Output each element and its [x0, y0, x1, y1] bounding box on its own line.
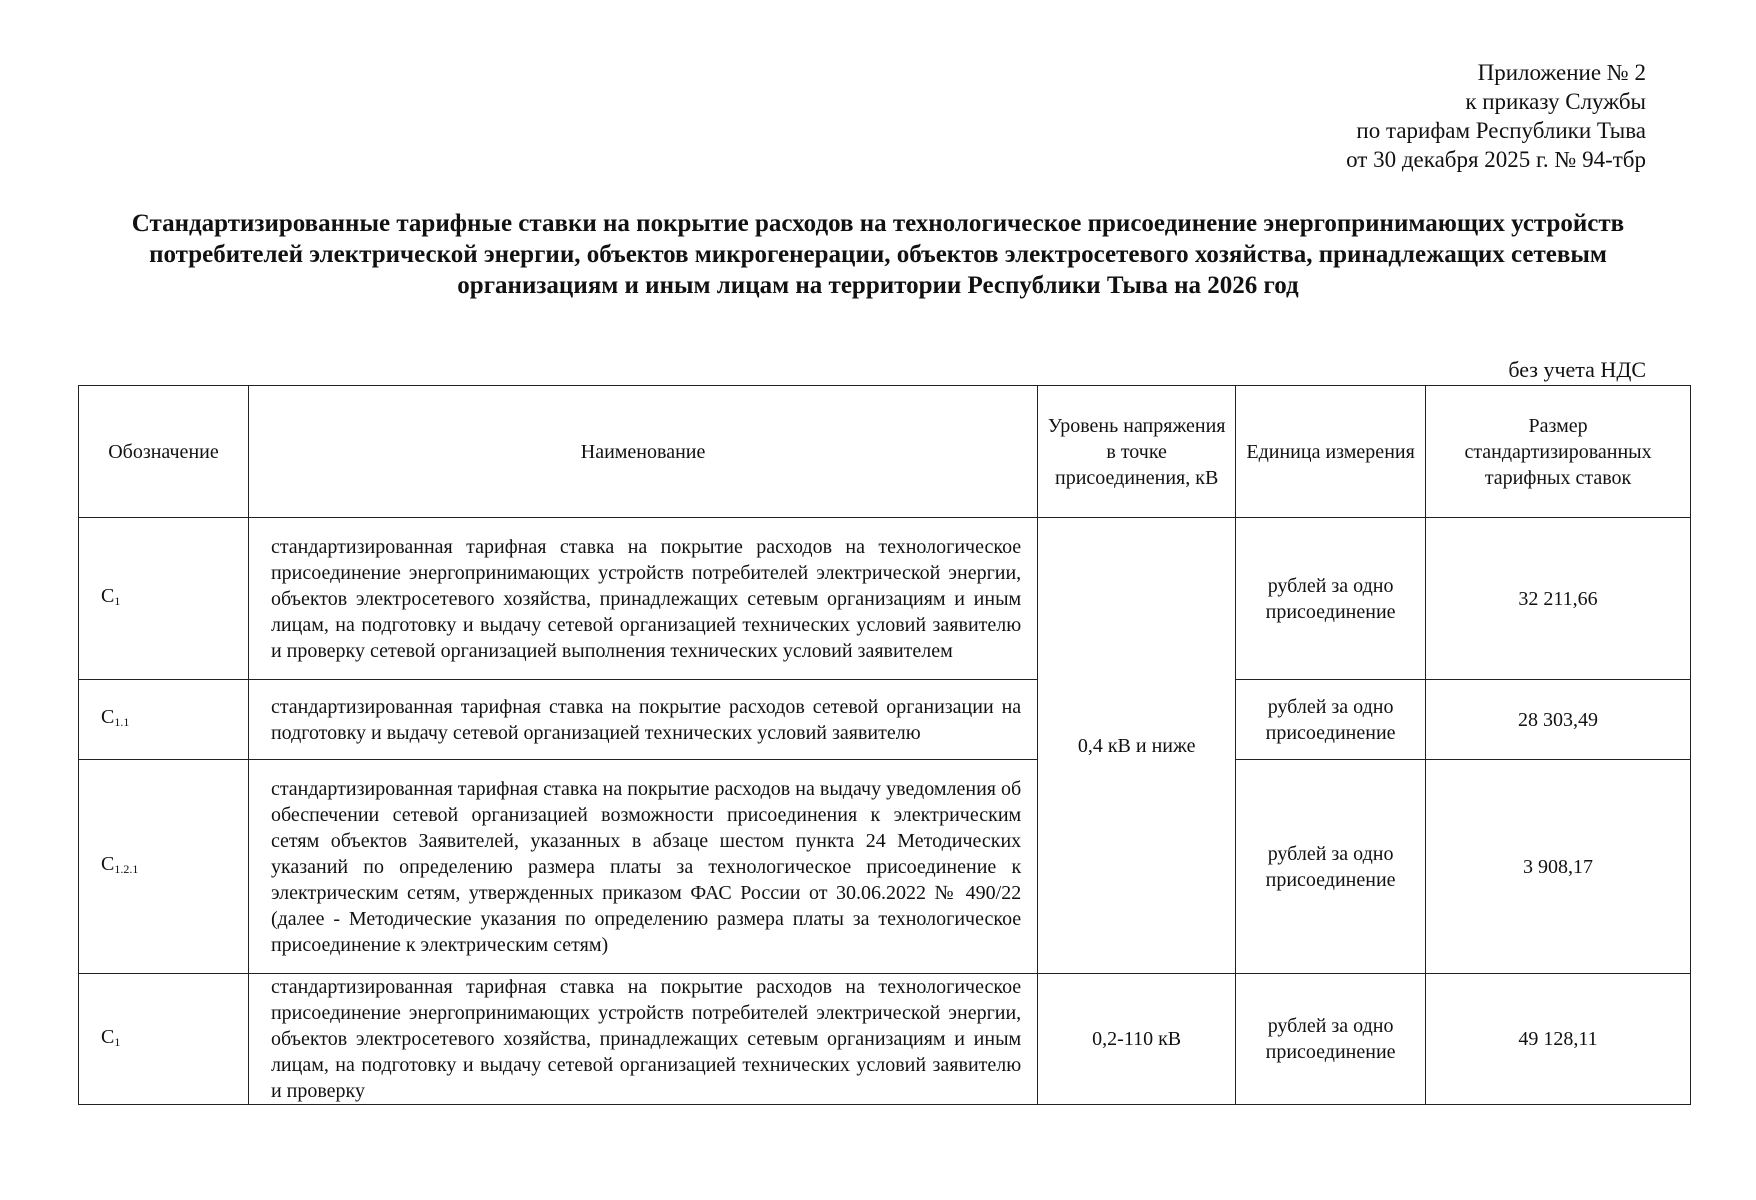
appendix-line-3: по тарифам Республики Тыва	[1356, 118, 1646, 143]
row-code	[79, 974, 249, 1105]
vat-note: без учета НДС	[1508, 357, 1646, 382]
code-subscript: 1.1	[114, 715, 130, 729]
tariff-rates-table	[78, 385, 1691, 1105]
code-subscript: 1	[114, 1034, 121, 1049]
row-code	[79, 680, 249, 760]
code-base: C	[101, 1025, 115, 1048]
row-code	[79, 518, 249, 680]
header-name: Наименование	[248, 386, 1037, 518]
row-unit: рублей за одно присоединение	[1236, 680, 1426, 760]
voltage-group-cell: 0,4 кВ и ниже	[1038, 518, 1236, 974]
row-unit: рублей за одно присоединение	[1236, 518, 1426, 680]
code-subscript: 1.2.1	[114, 862, 139, 876]
row-name: стандартизированная тарифная ставка на покрытие расходов сетевой организации на подготовку и выдачу сетевой организацией технических условий заявителю	[248, 680, 1037, 760]
row-name: стандартизированная тарифная ставка на покрытие расходов на технологическое присоединение энергопринимающих устройств потребителей электрической энергии, объектов электросетевого хозяйства, принадлежащих сетевым организациям и иным лицам, на подготовку и выдачу сетевой организацией технических условий заявителю и проверку	[248, 974, 1037, 1105]
row-rate: 3 908,17	[1426, 760, 1691, 974]
code-base: C	[101, 706, 115, 728]
code-base: C	[101, 585, 115, 607]
header-voltage: Уровень напряжения в точке присоединения, кВ	[1038, 386, 1236, 518]
appendix-line-2: к приказу Службы	[1465, 89, 1646, 114]
table-row	[79, 760, 1691, 974]
row-voltage: 0,2-110 кВ	[1038, 974, 1236, 1105]
row-unit: рублей за одно присоединение	[1236, 760, 1426, 974]
row-rate: 49 128,11	[1426, 974, 1691, 1105]
row-name: стандартизированная тарифная ставка на покрытие расходов на выдачу уведомления об обеспечении сетевой организацией возможности присоединения к электрическим сетям объектов Заявителей, указанных в абзаце шестом пункта 24 Методических указаний по определению размера платы за технологическое присоединение к электрическим сетям, утвержденных приказом ФАС России от 30.06.2022 № 490/22 (далее - Методические указания по определению размера платы за технологическое присоединение к электрическим сетям)	[248, 760, 1037, 974]
row-rate: 28 303,49	[1426, 680, 1691, 760]
appendix-line-1: Приложение № 2	[1477, 60, 1646, 85]
code-subscript: 1	[114, 594, 121, 608]
row-code	[79, 760, 249, 974]
document-title: Стандартизированные тарифные ставки на покрытие расходов на технологическое присоединение энергопринимающих устройств потребителей электрической энергии, объектов микрогенерации, объектов электросетевого хозяйства, принадлежащих сетевым организациям и иным лицам на территории Республики Тыва на 2026 год	[131, 210, 1625, 299]
header-code: Обозначение	[79, 386, 249, 518]
header-unit: Единица измерения	[1236, 386, 1426, 518]
code-base: C	[101, 853, 115, 875]
table-row	[79, 680, 1691, 760]
row-name: стандартизированная тарифная ставка на покрытие расходов на технологическое присоединение энергопринимающих устройств потребителей электрической энергии, объектов электросетевого хозяйства, принадлежащих сетевым организациям и иным лицам, на подготовку и выдачу сетевой организацией технических условий заявителю и проверку сетевой организацией выполнения технических условий заявителем	[248, 518, 1037, 680]
table-row	[79, 518, 1691, 680]
table-row	[79, 974, 1691, 1105]
appendix-header	[1346, 58, 1646, 174]
row-unit: рублей за одно присоединение	[1236, 974, 1426, 1105]
header-rate: Размер стандартизированных тарифных ставок	[1426, 386, 1691, 518]
table-header-row	[79, 386, 1691, 518]
row-rate: 32 211,66	[1426, 518, 1691, 680]
appendix-line-4: от 30 декабря 2025 г. № 94-тбр	[1346, 147, 1646, 172]
